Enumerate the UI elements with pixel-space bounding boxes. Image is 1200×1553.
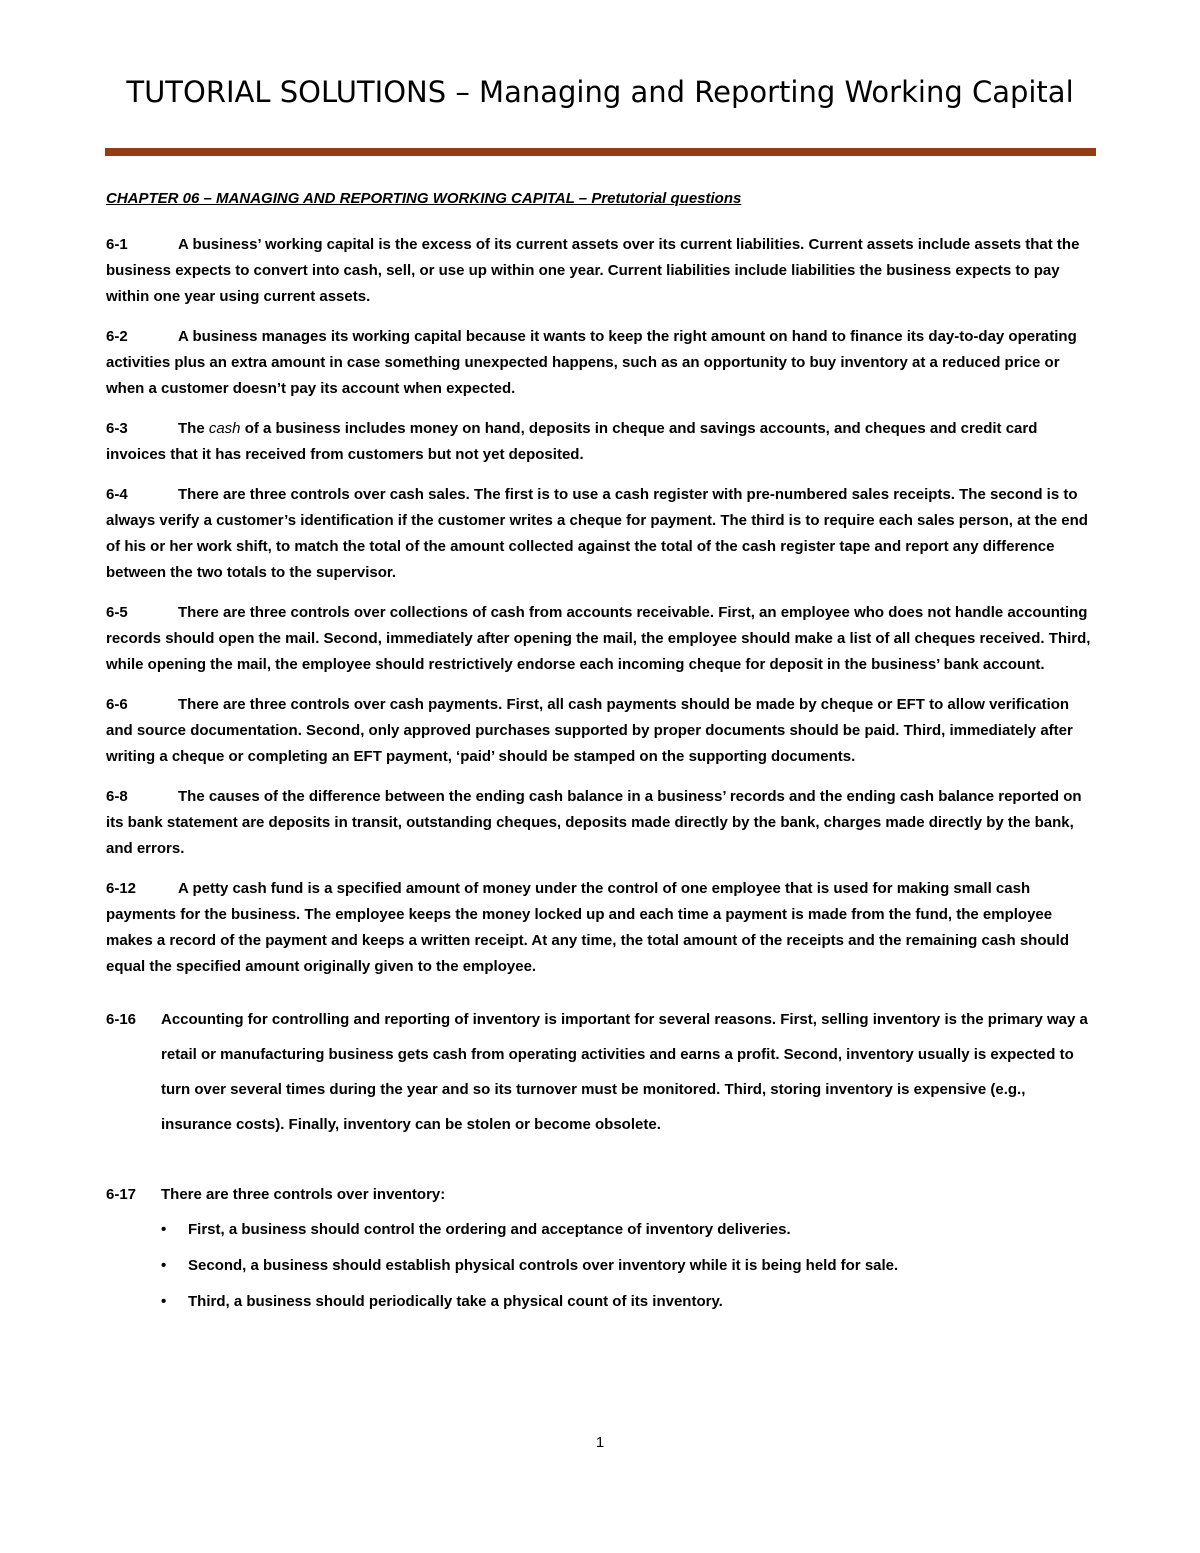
question-6-2 (106, 324, 1096, 402)
answer-text: A business manages its working capital because it wants to keep the right amount on hand to finance its day-to-day operating activities plus an extra amount in case something unexpected happens, such as an opportunity to buy inventory at a reduced price or when a customer doesn’t pay its account when expected. (106, 328, 1077, 397)
question-6-5 (106, 600, 1096, 678)
answer-text: There are three controls over cash sales. The first is to use a cash register with pre-numbered sales receipts. The second is to always verify a customer’s identification if the customer writes a cheque for payment. The third is to require each sales person, at the end of his or her work shift, to match the total of the amount collected against the total of the cash register tape and report any difference between the two totals to the supervisor. (106, 486, 1088, 581)
question-6-3 (106, 416, 1096, 468)
question-6-17 (106, 1182, 1096, 1208)
list-item-text: First, a business should control the ordering and acceptance of inventory deliveries. (188, 1221, 791, 1238)
question-6-4 (106, 482, 1096, 586)
answer-text-after: of a business includes money on hand, deposits in cheque and savings accounts, and cheques and credit card invoices that it has received from customers but not yet deposited. (106, 420, 1038, 463)
question-6-1 (106, 232, 1096, 310)
question-number: 6-6 (106, 696, 128, 713)
answer-text: There are three controls over collections of cash from accounts receivable. First, an employee who does not handle accounting records should open the mail. Second, immediately after opening the mail, the employee should make a list of all cheques received. Third, while opening the mail, the employee should restrictively endorse each incoming cheque for deposit in the business’ bank account. (106, 604, 1091, 673)
chapter-heading: CHAPTER 06 – MANAGING AND REPORTING WORKING CAPITAL – Pretutorial questions (106, 190, 742, 207)
question-number: 6-3 (106, 420, 128, 437)
bullet-icon: • (161, 1293, 167, 1310)
question-6-8 (106, 784, 1096, 862)
question-number: 6-8 (106, 788, 128, 805)
list-item-text: Third, a business should periodically take a physical count of its inventory. (188, 1293, 723, 1310)
answer-text: A petty cash fund is a specified amount of money under the control of one employee that is used for making small cash payments for the business. The employee keeps the money locked up and each time a payment is made from the fund, the employee makes a record of the payment and keeps a written receipt. At any time, the total amount of the receipts and the remaining cash should equal the specified amount originally given to the employee. (106, 880, 1070, 975)
emphasis-cash: cash (208, 420, 241, 437)
title-divider (105, 148, 1096, 156)
question-number: 6-16 (106, 1011, 137, 1028)
bullet-icon: • (161, 1257, 167, 1274)
answer-text: A business’ working capital is the excess of its current assets over its current liabilities. Current assets include assets that the business expects to convert into cash, sell, or use up within one year. Current liabilities include liabilities the business expects to pay within one year using current assets. (106, 236, 1080, 305)
list-item (106, 1248, 1096, 1284)
list-item (106, 1212, 1096, 1248)
question-number: 6-17 (106, 1186, 137, 1203)
document-title: TUTORIAL SOLUTIONS – Managing and Reporting Working Capital (126, 75, 1074, 109)
question-number: 6-5 (106, 604, 128, 621)
page-number: 1 (595, 1434, 605, 1451)
list-item-text: Second, a business should establish physical controls over inventory while it is being held for sale. (188, 1257, 899, 1274)
question-number: 6-12 (106, 880, 137, 897)
answer-text: The causes of the difference between the ending cash balance in a business’ records and the ending cash balance reported on its bank statement are deposits in transit, outstanding cheques, deposits made directly by the bank, charges made directly by the bank, and errors. (106, 788, 1082, 857)
answer-text: There are three controls over inventory: (161, 1186, 446, 1203)
answer-text: There are three controls over cash payments. First, all cash payments should be made by cheque or EFT to allow verification and source documentation. Second, only approved purchases supported by proper documents should be paid. Third, immediately after writing a cheque or completing an EFT payment, ‘paid’ should be stamped on the supporting documents. (106, 696, 1073, 765)
question-6-6 (106, 692, 1096, 770)
inventory-controls-list (106, 1212, 1096, 1320)
question-number: 6-2 (106, 328, 128, 345)
bullet-icon: • (161, 1221, 167, 1238)
question-number: 6-1 (106, 236, 128, 253)
question-6-12 (106, 876, 1096, 980)
question-number: 6-4 (106, 486, 128, 503)
question-6-16 (106, 1002, 1096, 1142)
answer-text: Accounting for controlling and reporting of inventory is important for several reasons. First, selling inventory is the primary way a retail or manufacturing business gets cash from operating activities and earns a profit. Second, inventory usually is expected to turn over several times during the year and so its turnover must be monitored. Third, storing inventory is expensive (e.g., insurance costs). Finally, inventory can be stolen or become obsolete. (161, 1011, 1088, 1133)
list-item (106, 1284, 1096, 1320)
document-body (106, 186, 1096, 1320)
answer-text-before: The (178, 420, 209, 437)
